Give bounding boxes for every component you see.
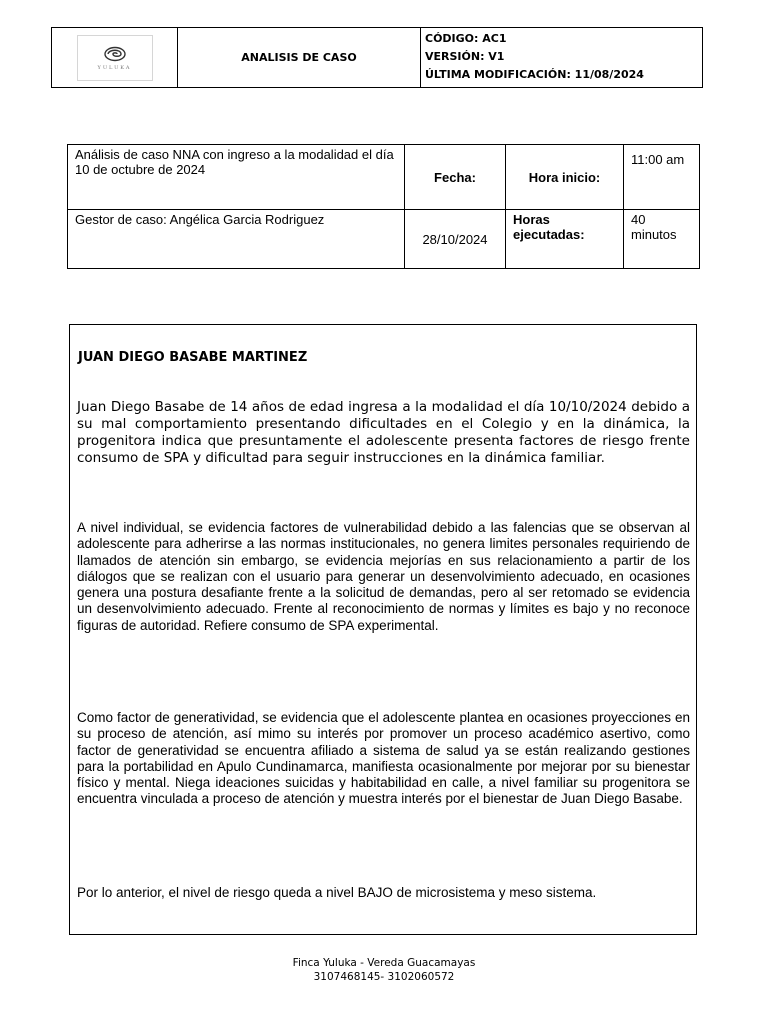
logo-cell: [52, 28, 178, 88]
case-paragraph: A nivel individual, se evidencia factores de vulnerabilidad debido a las falencias que se observan al adolescente para adherirse a las normas institucionales, no genera limites personales requiriendo de llamados de atención sin embargo, se evidencia mejorías en sus relacionamiento a partir de los diálogos que se realizan con el usuario para generar un desenvolvimiento adecuado, en ocasiones genera una postura desafiante frente a la solicitud de demandas, pero al ser retomado se evidencia un desenvolvimiento adecuado. Frente al reconocimiento de normas y límites es bajo y no reconoce figuras de autoridad. Refiere consumo de SPA experimental.: [77, 520, 690, 633]
document-version: VERSIÓN: V1: [425, 49, 505, 63]
case-paragraph: Por lo anterior, el nivel de riesgo queda a nivel BAJO de microsistema y meso sistema.: [77, 885, 597, 900]
page-footer: [0, 956, 768, 984]
footer-address: Finca Yuluka - Vereda Guacamayas: [292, 957, 476, 969]
document-code: CÓDIGO: AC1: [425, 31, 507, 45]
footer-phones: 3107468145- 3102060572: [313, 971, 455, 983]
yuluka-swirl-icon: [102, 45, 128, 63]
horas-ejecutadas-label: Horas ejecutadas:: [506, 210, 624, 269]
fecha-label: Fecha:: [405, 145, 506, 210]
document-meta: [421, 28, 703, 88]
logo: [77, 35, 153, 81]
case-analysis-box: [69, 324, 697, 935]
hora-inicio-value: 11:00 am: [624, 145, 700, 210]
case-info-table: [67, 144, 700, 269]
document-header: [51, 27, 703, 88]
horas-ejecutadas-value: 40 minutos: [624, 210, 700, 269]
case-paragraph: Como factor de generatividad, se evidencia que el adolescente plantea en ocasiones proyecciones en su proceso de atención, así mimo su interés por promover un proceso académico asertivo, como factor de generatividad se encuentra afiliado a sistema de salud ya se están realizando gestiones para la portabilidad en Apulo Cundinamarca, manifiesta ocasionalmente por mejorar por su bienestar físico y mental. Niega ideaciones suicidas y habitabilidad en calle, a nivel familiar su progenitora se encuentra vinculada a proceso de atención y muestra interés por el bienestar de Juan Diego Basabe.: [77, 710, 690, 807]
last-modified: ÚLTIMA MODIFICACIÓN: 11/08/2024: [425, 67, 644, 81]
logo-wordmark: YULUKA: [97, 64, 132, 71]
case-manager: Gestor de caso: Angélica Garcia Rodriguez: [68, 210, 405, 269]
document-title: ANALISIS DE CASO: [178, 28, 421, 88]
patient-name: JUAN DIEGO BASABE MARTINEZ: [78, 350, 308, 365]
fecha-value: 28/10/2024: [405, 210, 506, 269]
case-paragraph: Juan Diego Basabe de 14 años de edad ingresa a la modalidad el día 10/10/2024 debido a su mal comportamiento presentando dificultades en el Colegio y en la dinámica, la progenitora indica que presuntamente el adolescente presenta factores de riesgo frente consumo de SPA y dificultad para seguir instrucciones en la dinámica familiar.: [77, 399, 690, 466]
hora-inicio-label: Hora inicio:: [506, 145, 624, 210]
case-description: Análisis de caso NNA con ingreso a la modalidad el día 10 de octubre de 2024: [68, 145, 405, 210]
